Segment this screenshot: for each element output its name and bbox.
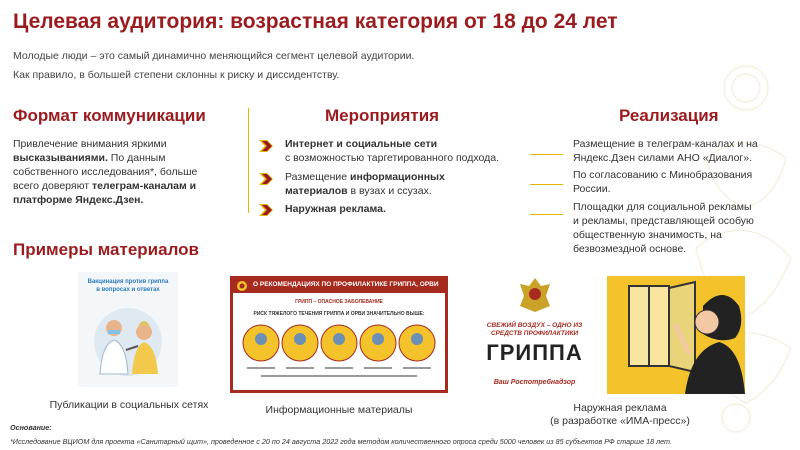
examples-heading: Примеры материалов [13,240,199,259]
format-line [13,193,243,207]
events-item-1-title: Интернет и социальные сети [285,138,438,150]
events-item-2-pre: Размещение [285,171,351,183]
events-item-2-rest: в вузах и ссузах. [347,185,432,197]
chevron-bullet-icon [259,140,275,152]
poster-recommendations [230,276,448,393]
woman-window-illustration [607,276,745,394]
poster2-subtitle: ГРИПП – ОПАСНОЕ ЗАБОЛЕВАНИЕ [295,299,383,305]
poster3-line: СВЕЖИЙ ВОЗДУХ – ОДНО ИЗ [486,322,583,329]
format-emph: высказываниями. [13,152,108,164]
emblem-icon [236,280,248,292]
caption-outdoor-line: Наружная реклама [573,402,667,414]
format-emph: платформе Яндекс.Дзен. [13,194,144,206]
chevron-bullet-icon [259,204,275,216]
format-emph: телеграм-каналам и [91,180,197,192]
caption-outdoor-line: (в разработке «ИМА-пресс») [550,415,690,427]
realization-item-2 [573,168,793,196]
eagle-emblem-icon [518,276,552,314]
realization-divider [530,154,563,155]
format-text [13,137,243,207]
realization-line: По согласованию с Минобразования [573,169,753,181]
column-divider [248,108,249,213]
format-line: собственного исследования*, больше [13,166,198,178]
format-span: всего доверяют [13,180,92,192]
realization-line: и рекламы, представляющей особую [573,215,754,227]
realization-divider [530,184,563,185]
poster3-line: СРЕДСТВ ПРОФИЛАКТИКИ [490,330,579,337]
caption-social: Публикации в социальных сетях [49,399,209,411]
realization-item-3 [573,200,793,256]
poster2-title: О РЕКОМЕНДАЦИЯХ ПО ПРОФИЛАКТИКЕ ГРИППА, ОРВИ [253,281,439,288]
poster2-risk: РИСК ТЯЖЕЛОГО ТЕЧЕНИЯ ГРИППА И ОРВИ ЗНАЧИТЕЛЬНО ВЫШЕ: [253,311,425,317]
poster-vaccination [78,272,178,387]
intro-line-1: Молодые люди – это самый динамично меняющийся сегмент целевой аудитории. [13,50,415,62]
vaccination-illustration [86,298,170,382]
events-item-2 [285,170,525,198]
events-item-3 [285,202,386,216]
events-item-2-bold: информационных [350,171,445,183]
footnote-label: Основание: [10,423,52,432]
realization-line: безвозмездной основе. [573,243,687,255]
events-item-3-title: Наружная реклама. [285,203,386,215]
caption-outdoor [540,402,700,428]
risk-groups-illustration [241,321,437,381]
footnote-text: *Исследование ВЦИОМ для проекта «Санитарный щит», проведенное с 20 по 24 августа 2022 года методом количественного опроса среди 5000 человек из 85 субъектов РФ старше 18 лет. [10,437,672,446]
realization-line: России. [573,183,611,195]
format-span: По данным [107,152,166,164]
realization-item-1 [573,137,793,165]
realization-line: Яндекс.Дзен силами АНО «Диалог». [573,152,753,164]
format-line [13,151,243,165]
caption-info: Информационные материалы [265,404,413,416]
realization-line: общественную значимость, на [573,229,722,241]
events-item-2-bold: материалов [285,185,348,197]
format-line: Привлечение внимания яркими [13,138,167,150]
poster-fresh-air [482,276,587,394]
realization-line: Размещение в телеграм-каналах и на [573,138,758,150]
format-heading: Формат коммуникации [13,106,206,125]
events-item-1 [285,137,525,165]
realization-heading: Реализация [619,106,719,125]
poster1-subtitle: в вопросах и ответах [96,287,160,293]
poster3-org: Ваш Роспотребнадзор [493,379,576,386]
events-item-1-text: с возможностью таргетированного подхода. [285,152,500,164]
realization-line: Площадки для социальной рекламы [573,201,752,213]
poster1-title: Вакцинация против гриппа [87,279,169,285]
intro-line-2: Как правило, в большей степени склонны к риску и диссидентству. [13,69,340,81]
page-title: Целевая аудитория: возрастная категория от 18 до 24 лет [13,10,618,33]
chevron-bullet-icon [259,173,275,185]
format-line [13,179,243,193]
poster3-headline: ГРИППА [486,340,583,365]
events-heading: Мероприятия [325,106,440,125]
realization-divider [530,214,563,215]
poster-window-illustration [607,276,745,394]
